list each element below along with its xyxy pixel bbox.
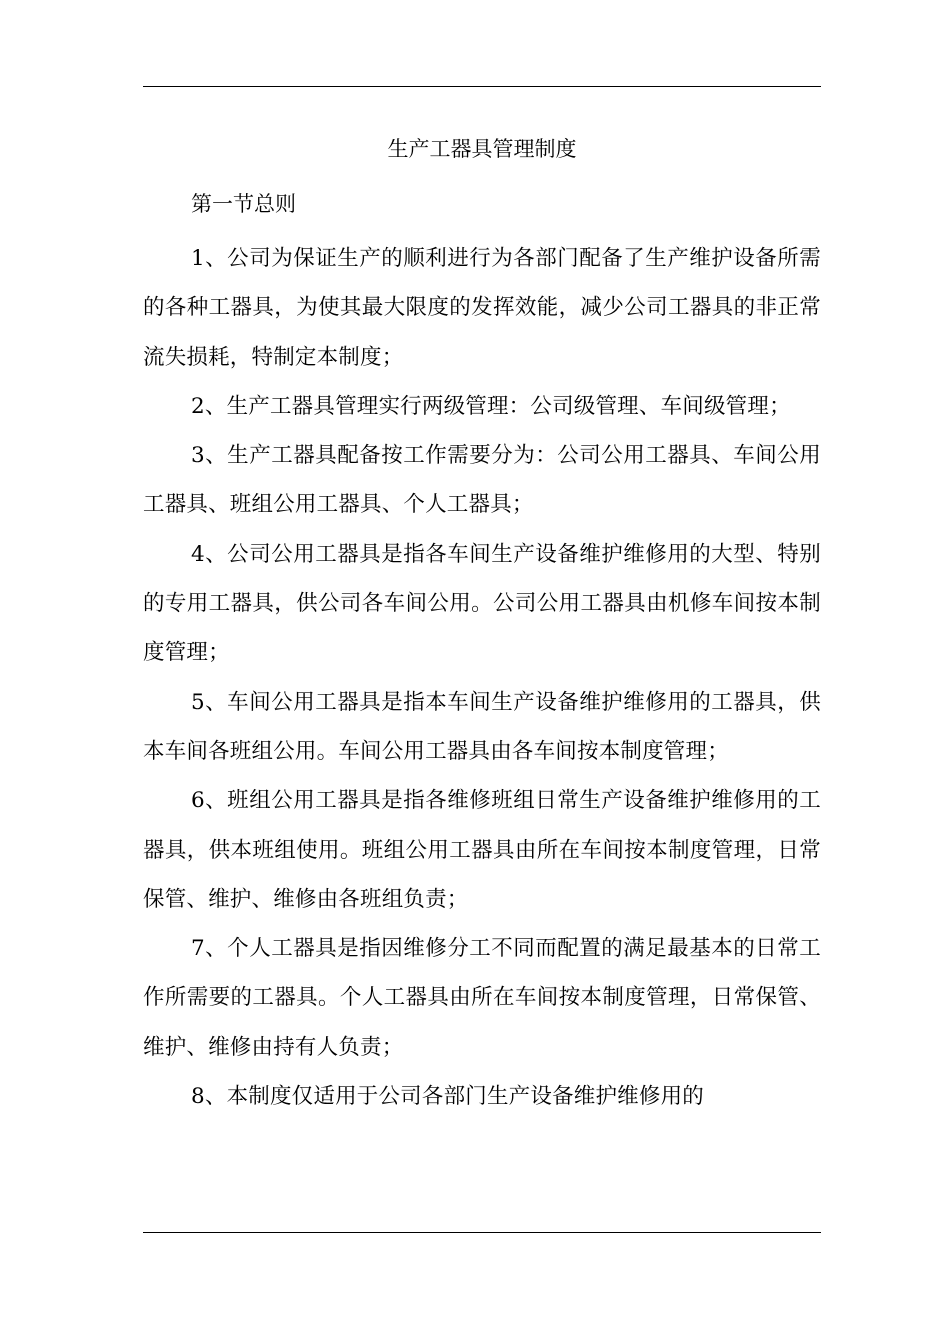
document-body [143, 234, 821, 1121]
paragraph-3: 3、生产工器具配备按工作需要分为：公司公用工器具、车间公用工器具、班组公用工器具、个人工器具； [143, 443, 821, 518]
paragraph-1: 1、公司为保证生产的顺利进行为各部门配备了生产维护设备所需的各种工器具，为使其最大限度的发挥效能，减少公司工器具的非正常流失损耗，特制定本制度； [143, 246, 821, 370]
header-rule [143, 86, 821, 87]
paragraph-8: 8、本制度仅适用于公司各部门生产设备维护维修用的 [191, 1084, 704, 1110]
document-title: 生产工器具管理制度 [387, 137, 577, 161]
paragraph-4: 4、公司公用工器具是指各车间生产设备维护维修用的大型、特别的专用工器具，供公司各车间公用。公司公用工器具由机修车间按本制度管理； [143, 541, 821, 666]
footer-rule [143, 1232, 821, 1233]
paragraph-2: 2、生产工器具管理实行两级管理：公司级管理、车间级管理； [191, 393, 791, 419]
paragraph-5: 5、车间公用工器具是指本车间生产设备维护维修用的工器具，供本车间各班组公用。车间公用工器具由各车间按本制度管理； [143, 689, 821, 764]
section-heading: 第一节总则 [191, 192, 296, 216]
paragraph-7: 7、个人工器具是指因维修分工不同而配置的满足最基本的日常工作所需要的工器具。个人工器具由所在车间按本制度管理，日常保管、维护、维修由持有人负责； [143, 936, 821, 1060]
paragraph-6: 6、班组公用工器具是指各维修班组日常生产设备维护维修用的工器具，供本班组使用。班组公用工器具由所在车间按本制度管理，日常保管、维护、维修由各班组负责； [143, 788, 821, 912]
